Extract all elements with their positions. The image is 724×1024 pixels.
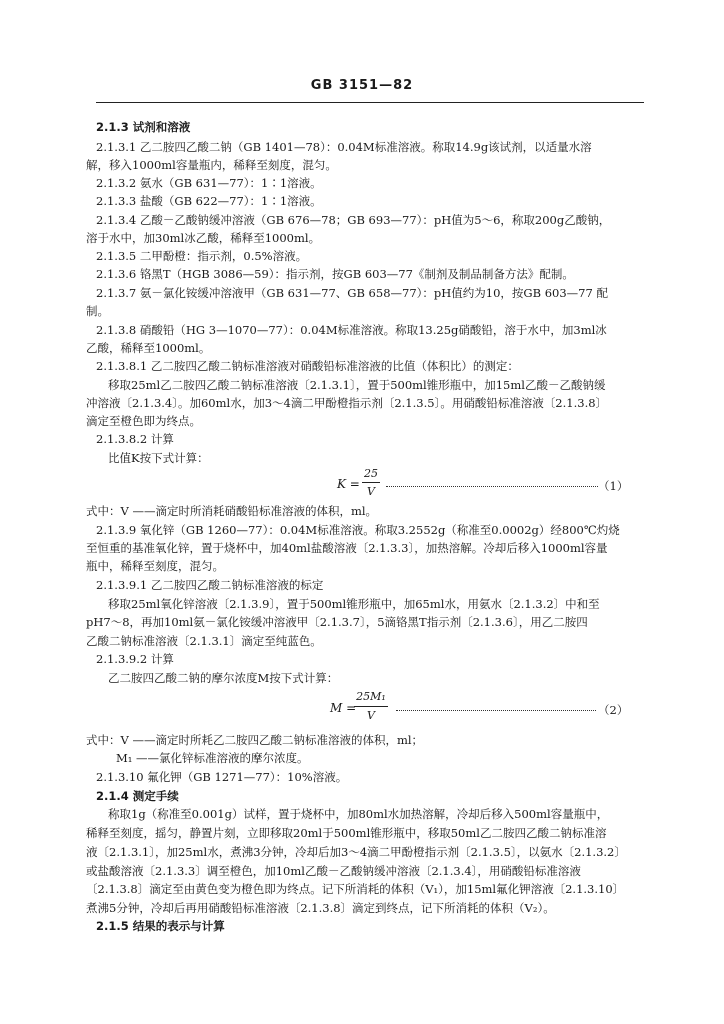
paragraph-line: 称取1g（称准至0.001g）试样，置于烧杯中，加80ml水加热溶解，冷却后移入500ml容量瓶中，: [108, 807, 609, 821]
paragraph-line: 乙酸，稀释至1000ml。: [86, 341, 211, 355]
paragraph-line: 制。: [86, 304, 109, 318]
paragraph-line: 2.1.3.7 氨－氯化铵缓冲溶液甲（GB 631—77、GB 658—77）：pH值约为10，按GB 603—77 配: [96, 286, 608, 300]
formula-1-number: （1）: [598, 479, 629, 493]
formula-2-numerator: 25M₁: [356, 690, 386, 703]
formula-1-denominator: V: [367, 485, 375, 498]
paragraph-line: 冲溶液〔2.1.3.4〕。加60ml水，加3～4滴二甲酚橙指示剂〔2.1.3.5〕。用硝酸铅标准溶液〔2.1.3.8〕: [86, 396, 608, 410]
paragraph-line: M₁ ——氯化锌标准溶液的摩尔浓度。: [116, 751, 309, 765]
paragraph-line: 2.1.3.2 氨水（GB 631—77）：1∶1溶液。: [96, 176, 322, 190]
paragraph-line: 至恒重的基准氧化锌，置于烧杯中，加40ml盐酸溶液〔2.1.3.3〕，加热溶解。冷却后移入1000ml容量: [86, 541, 608, 555]
paragraph-line: 移取25ml乙二胺四乙酸二钠标准溶液〔2.1.3.1〕，置于500ml锥形瓶中，加15ml乙酸－乙酸钠缓: [108, 378, 606, 392]
paragraph-line: 2.1.3.1 乙二胺四乙酸二钠（GB 1401—78）：0.04M标准溶液。称取14.9g该试剂，以适量水溶: [96, 140, 592, 154]
paragraph-line: 2.1.3.6 铬黑T（HGB 3086—59）：指示剂，按GB 603—77《制剂及制品制备方法》配制。: [96, 267, 574, 281]
page-header: GB 3151—82: [310, 78, 414, 93]
paragraph-line: 2.1.3.5 二甲酚橙：指示剂，0.5%溶液。: [96, 249, 308, 263]
paragraph-line: 解，移入1000ml容量瓶内，稀释至刻度，混匀。: [86, 158, 337, 172]
paragraph-line: 2.1.3.9 氧化锌（GB 1260—77）：0.04M标准溶液。称取3.2552g（称准至0.0002g）经800℃灼烧: [96, 523, 620, 537]
formula-1-fraction-bar: [362, 482, 380, 483]
subsection-heading: 2.1.3.9.2 计算: [96, 652, 174, 666]
paragraph-line: 2.1.3.3 盐酸（GB 622—77）：1∶1溶液。: [96, 194, 322, 208]
paragraph-line: pH7～8，再加10ml氨－氯化铵缓冲溶液甲〔2.1.3.7〕，5滴铬黑T指示剂〔2.1.3.6〕，用乙二胺四: [86, 615, 588, 629]
paragraph-line: 移取25ml氧化锌溶液〔2.1.3.9〕，置于500ml锥形瓶中，加65ml水，用氨水〔2.1.3.2〕中和至: [108, 597, 600, 611]
paragraph-line: 溶于水中，加30ml冰乙酸，稀释至1000ml。: [86, 231, 321, 245]
paragraph-line: 乙二胺四乙酸二钠的摩尔浓度M按下式计算：: [108, 671, 339, 685]
header-rule: [96, 102, 644, 103]
formula-2-fraction-bar: [354, 706, 388, 707]
formula-2-lhs: M =: [330, 701, 357, 715]
formula-1-numerator: 25: [364, 467, 378, 480]
formula-2-number: （2）: [598, 703, 629, 717]
paragraph-line: 2.1.3.8 硝酸铅（HG 3—1070—77）：0.04M标准溶液。称取13.25g硝酸铅，溶于水中，加3ml冰: [96, 323, 607, 337]
paragraph-line: 式中：V ——滴定时所消耗硝酸铅标准溶液的体积，ml。: [86, 504, 378, 518]
subsection-heading: 2.1.3.9.1 乙二胺四乙酸二钠标准溶液的标定: [96, 578, 324, 592]
paragraph-line: 〔2.1.3.8〕滴定至由黄色变为橙色即为终点。记下所消耗的体积（V₁），加15ml氟化钾溶液〔2.1.3.10〕: [86, 882, 625, 896]
paragraph-line: 瓶中，稀释至刻度，混匀。: [86, 559, 224, 573]
formula-1-leader-dots: [386, 486, 598, 487]
paragraph-line: 式中：V ——滴定时所耗乙二胺四乙酸二钠标准溶液的体积，ml；: [86, 733, 424, 747]
formula-2-leader-dots: [396, 710, 596, 711]
subsection-heading: 2.1.3.8.1 乙二胺四乙酸二钠标准溶液对硝酸铅标准溶液的比值（体积比）的测定：: [96, 359, 519, 373]
paragraph-line: 2.1.3.4 乙酸－乙酸钠缓冲溶液（GB 676—78；GB 693—77）：pH值为5～6，称取200g乙酸钠，: [96, 213, 611, 227]
paragraph-line: 稀释至刻度，摇匀，静置片刻，立即移取20ml于500ml锥形瓶中，移取50ml乙二胺四乙酸二钠标准溶: [86, 826, 607, 840]
section-heading: 2.1.4 测定手续: [96, 789, 179, 803]
paragraph-line: 2.1.3.10 氟化钾（GB 1271—77）：10%溶液。: [96, 770, 348, 784]
subsection-heading: 2.1.3.8.2 计算: [96, 432, 174, 446]
section-heading: 2.1.5 结果的表示与计算: [96, 919, 225, 933]
section-heading: 2.1.3 试剂和溶液: [96, 120, 191, 134]
formula-2-denominator: V: [367, 709, 375, 722]
paragraph-line: 滴定至橙色即为终点。: [86, 414, 201, 428]
paragraph-line: 液〔2.1.3.1〕，加25ml水，煮沸3分钟，冷却后加3～4滴二甲酚橙指示剂〔2.1.3.5〕，以氨水〔2.1.3.2〕: [86, 845, 626, 859]
paragraph-line: 煮沸5分钟，冷却后再用硝酸铅标准溶液〔2.1.3.8〕滴定到终点，记下所消耗的体积（V₂）。: [86, 901, 555, 915]
paragraph-line: 比值K按下式计算：: [108, 451, 209, 465]
formula-1-lhs: K =: [337, 477, 360, 491]
paragraph-line: 或盐酸溶液〔2.1.3.3〕调至橙色，加10ml乙酸－乙酸钠缓冲溶液〔2.1.3.4〕，用硝酸铅标准溶液: [86, 864, 581, 878]
paragraph-line: 乙酸二钠标准溶液〔2.1.3.1〕滴定至纯蓝色。: [86, 634, 322, 648]
